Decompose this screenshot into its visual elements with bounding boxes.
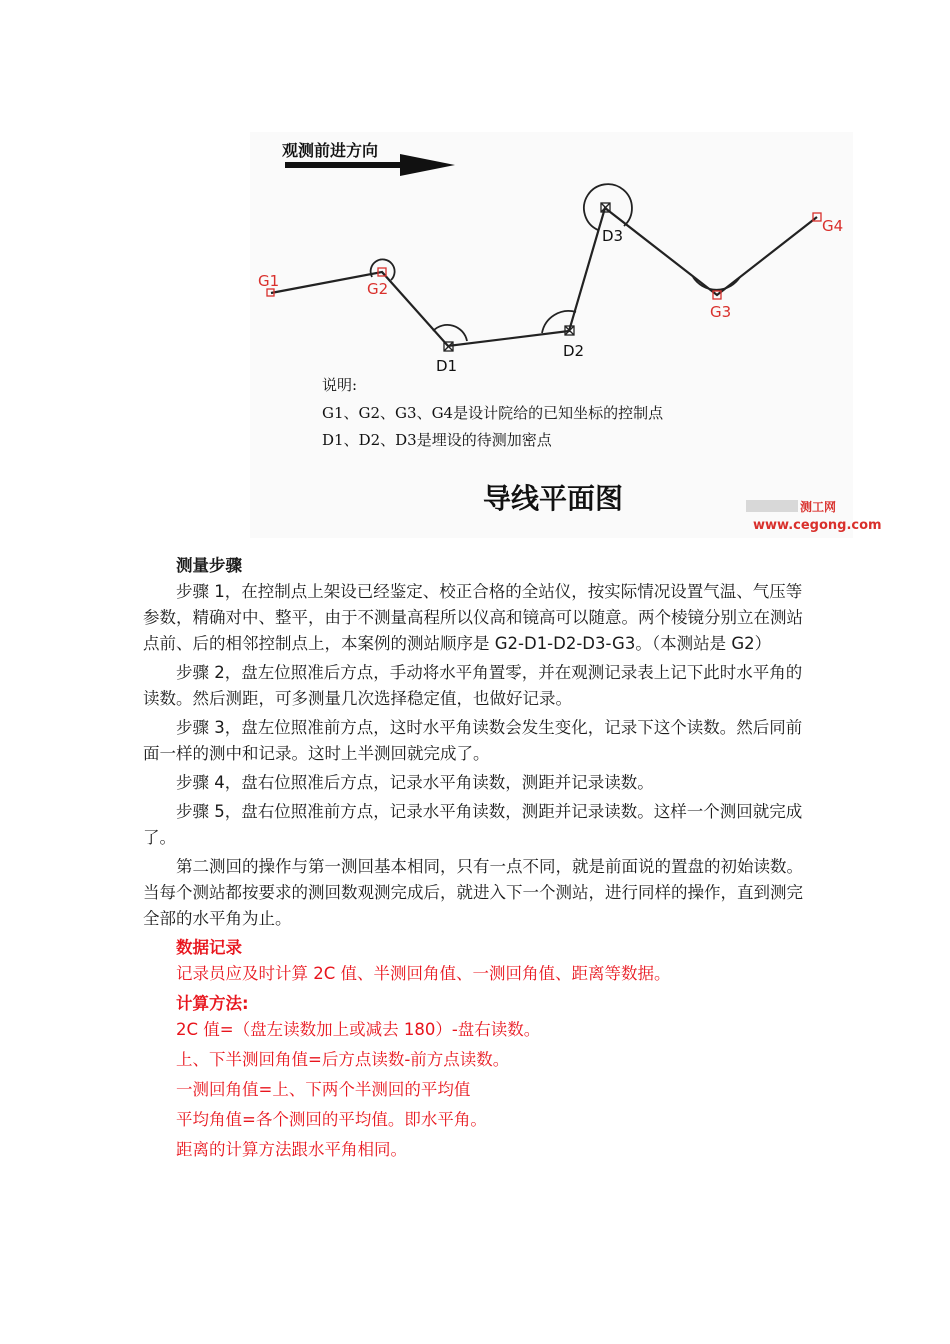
calc-half-round: 上、下半测回角值=后方点读数-前方点读数。 (176, 1050, 510, 1069)
label-g1: G1 (258, 272, 280, 290)
diagram-title: 导线平面图 (483, 482, 624, 515)
legend-line-1: G1、G2、G3、G4是设计院给的已知坐标的控制点 (322, 404, 664, 422)
heading-data-record: 数据记录 (176, 938, 242, 957)
watermark-url: www.cegong.com (753, 518, 882, 533)
article-body (143, 553, 811, 1167)
control-point-markers (267, 213, 821, 299)
record-text: 记录员应及时计算 2C 值、半测回角值、一测回角值、距离等数据。 (176, 964, 671, 983)
label-d1: D1 (436, 357, 458, 375)
traverse-diagram (250, 132, 882, 538)
label-g4: G4 (822, 217, 844, 235)
calc-2c: 2C 值=（盘左读数加上或减去 180）-盘右读数。 (176, 1020, 541, 1039)
legend-line-2: D1、D2、D3是埋设的待测加密点 (322, 431, 552, 449)
step-4: 步骤 4，盘右位照准后方点，记录水平角读数，测距并记录读数。 (176, 773, 654, 792)
angle-arc-g2 (371, 259, 395, 280)
step-1: 步骤 1，在控制点上架设已经鉴定、校正合格的全站仪，按实际情况设置气温、气压等参数，精确对中、整平，由于不测量高程所以仪高和镜高可以随意。两个棱镜分别立在测站点前、后的相邻控制点上，本案例的测站顺序是 G2-D1-D2-D3-G3。（本测站是 G2） (143, 582, 803, 653)
label-g3: G3 (710, 303, 732, 321)
label-g2: G2 (367, 280, 389, 298)
angle-arc-d1 (433, 325, 467, 341)
calc-distance: 距离的计算方法跟水平角相同。 (176, 1140, 407, 1159)
label-d2: D2 (563, 342, 585, 360)
step-3: 步骤 3，盘左位照准前方点，这时水平角读数会发生变化，记录下这个读数。然后同前面一样的测中和记录。这时上半测回就完成了。 (143, 718, 803, 763)
direction-label: 观测前进方向 (282, 141, 379, 160)
watermark-name: 测工网 (800, 500, 837, 514)
calc-full-round: 一测回角值=上、下两个半测回的平均值 (176, 1080, 471, 1099)
legend-title: 说明: (322, 376, 358, 394)
traverse-diagram-svg (250, 132, 882, 538)
step-2: 步骤 2，盘左位照准后方点，手动将水平角置零，并在观测记录表上记下此时水平角的读数。然后测距，可多测量几次选择稳定值，也做好记录。 (143, 663, 803, 708)
label-d3: D3 (602, 227, 624, 245)
watermark-logo (746, 499, 882, 533)
calc-average: 平均角值=各个测回的平均值。即水平角。 (176, 1110, 487, 1129)
second-round: 第二测回的操作与第一测回基本相同，只有一点不同，就是前面说的置盘的初始读数。当每个测站都按要求的测回数观测完成后，就进入下一个测站，进行同样的操作，直到测完全部的水平角为止。 (143, 857, 803, 928)
step-5: 步骤 5，盘右位照准前方点，记录水平角读数，测距并记录读数。这样一个测回就完成了。 (143, 802, 803, 847)
heading-calc-method: 计算方法: (176, 994, 249, 1013)
heading-measure-steps: 测量步骤 (176, 556, 242, 575)
